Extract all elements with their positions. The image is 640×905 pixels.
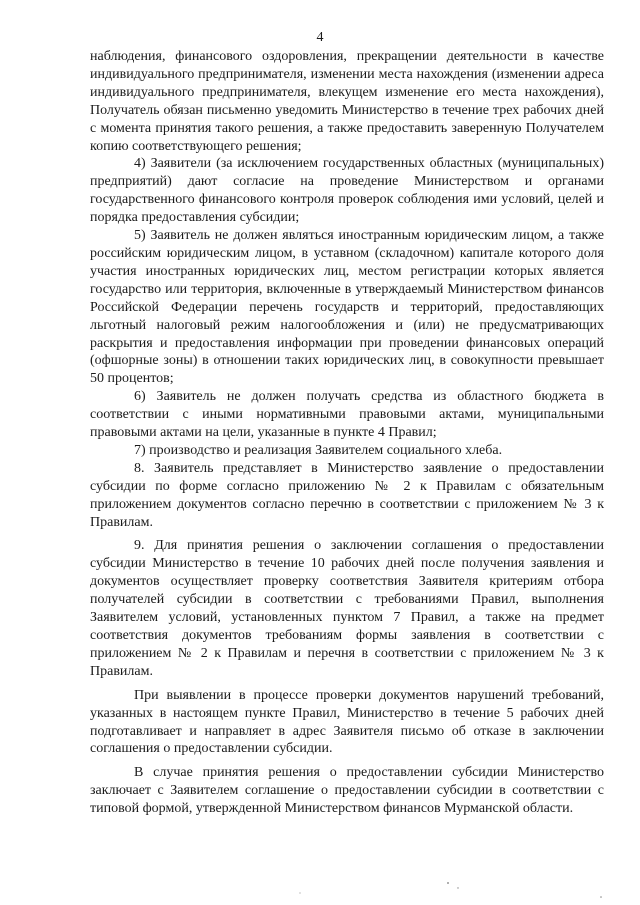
paragraph-clause-9: 9. Для принятия решения о заключении соглашения о предоставлении субсидии Министерство в течение 10 рабочих дней после получения заявления и документов осуществляет проверку соответствия Заявителя критериям отбора получателей субсидии в соответствии с требованиями Правил, выполнения Заявителем условий, установленных пунктом 7 Правил, а также на предмет соответствия документов требованиям формы заявления в соответствии с приложением № 2 к Правилам и перечня в соответствии с приложением № 3 к Правилам.: [90, 538, 604, 679]
scan-speck: [457, 887, 458, 888]
scan-speck: [600, 896, 602, 898]
page-number: 4: [316, 30, 324, 45]
paragraph-item-7: 7) производство и реализация Заявителем социального хлеба.: [134, 442, 503, 458]
paragraph-agreement: В случае принятия решения о предоставлении субсидии Министерство заключает с Заявителем соглашение о предоставлении субсидии в соответствии с типовой формой, утвержденной Министерством финансов Мурманской области.: [90, 765, 604, 817]
paragraph-item-6: 6) Заявитель не должен получать средства из областного бюджета в соответствии с иными нормативными правовыми актами, муниципальными правовыми актами на цели, указанные в пункте 4 Правил;: [90, 389, 604, 441]
paragraph-continuation: наблюдения, финансового оздоровления, прекращении деятельности в качестве индивидуального предпринимателя, изменении места нахождения (изменении адреса индивидуального предпринимателя, влекущем изменение его места нахождения), Получатель обязан письменно уведомить Министерство в течение трех рабочих дней с момента принятия такого решения, а также предоставить заверенную Получателем копию соответствующего решения;: [90, 49, 604, 154]
paragraph-violations: При выявлении в процессе проверки документов нарушений требований, указанных в настоящем пункте Правил, Министерство в течение 5 рабочих дней подготавливает и направляет в адрес Заявителя письмо об отказе в заключении соглашения о предоставлении субсидии.: [90, 687, 604, 757]
paragraph-clause-8: 8. Заявитель представляет в Министерство заявление о предоставлении субсидии по форме согласно приложению № 2 к Правилам с обязательным приложением документов согласно перечню в соответствии с приложением № 3 к Правилам.: [90, 460, 604, 530]
scan-speck: [447, 882, 449, 884]
scan-speck: [299, 892, 300, 893]
paragraph-item-4: 4) Заявители (за исключением государственных областных (муниципальных) предприятий) дают согласие на проведение Министерством и органами государственного финансового контроля проверок соблюдения ими условий, целей и порядка предоставления субсидии;: [90, 156, 604, 226]
paragraph-item-5: 5) Заявитель не должен являться иностранным юридическим лицом, а также российским юридическим лицом, в уставном (складочном) капитале которого доля участия иностранных юридических лиц, местом регистрации которых является государство или территория, включенные в утверждаемый Министерством финансов Российской Федерации перечень государств и территорий, предоставляющих льготный налоговый режим налогообложения и (или) не предусматривающих раскрытия и предоставления информации при проведении финансовых операций (офшорные зоны) в отношении таких юридических лиц, в совокупности превышает 50 процентов;: [90, 228, 604, 387]
